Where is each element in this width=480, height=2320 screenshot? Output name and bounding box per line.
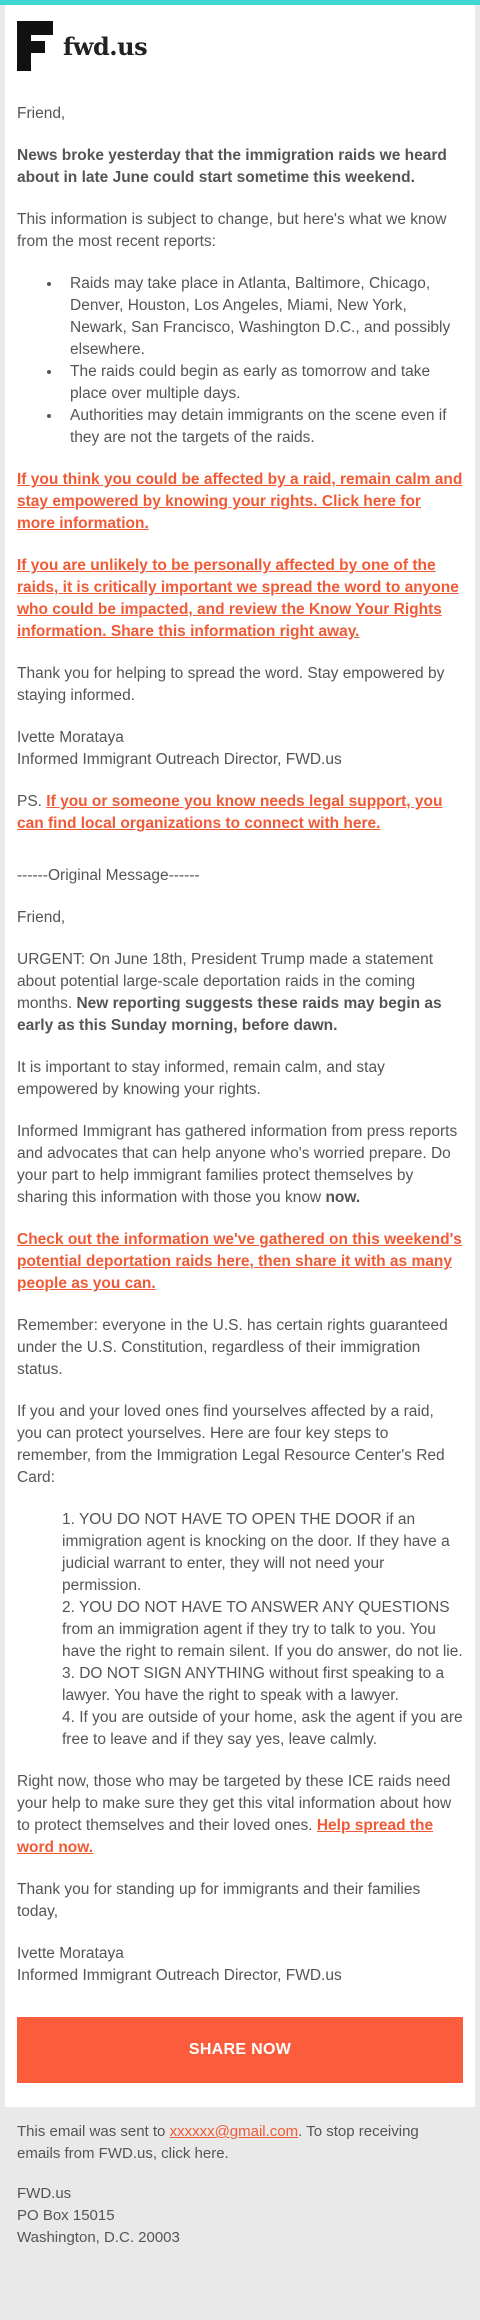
signature bbox=[17, 727, 463, 771]
help-spread-link[interactable]: Help spread the word now. bbox=[17, 1817, 434, 1856]
list-item: • The raids could begin as early as tomorrow and take place over multiple days. bbox=[62, 361, 463, 405]
ps-paragraph bbox=[17, 791, 463, 835]
unsubscribe-text[interactable]: . To stop receiving emails from FWD.us, click here. bbox=[17, 2123, 419, 2162]
list-item: 4. If you are outside of your home, ask the agent if you are free to leave and if they say yes, leave calmly. bbox=[62, 1709, 463, 1748]
know-your-rights-link[interactable]: If you think you could be affected by a raid, remain calm and stay empowered by knowing your rights. Click here for more information. bbox=[17, 471, 463, 532]
remember-paragraph: Remember: everyone in the U.S. has certain rights guaranteed under the U.S. Constitution, regardless of their immigration status. bbox=[17, 1317, 448, 1378]
footer-sent-notice bbox=[17, 2121, 463, 2165]
original-message-header: ------Original Message------ bbox=[17, 867, 200, 884]
footer-address bbox=[17, 2183, 463, 2249]
urgent-bold-text: New reporting suggests these raids may begin as early as this Sunday morning, before dawn. bbox=[17, 995, 442, 1034]
signer-title: Informed Immigrant Outreach Director, FWD.us bbox=[17, 1967, 342, 1984]
important-paragraph: It is important to stay informed, remain calm, and stay empowered by knowing your rights. bbox=[17, 1059, 385, 1098]
brand-name: fwd.us bbox=[63, 31, 148, 61]
sent-prefix: This email was sent to bbox=[17, 2123, 166, 2140]
po-box: PO Box 15015 bbox=[17, 2207, 115, 2224]
email-body bbox=[17, 103, 463, 2083]
gathered-paragraph bbox=[17, 1121, 463, 1209]
legal-support-link[interactable]: If you or someone you know needs legal support, you can find local organizations to connect with here. bbox=[17, 793, 443, 832]
city-line: Washington, D.C. 20003 bbox=[17, 2229, 180, 2246]
closing-paragraph: Thank you for standing up for immigrants and their families today, bbox=[17, 1881, 421, 1920]
lead-paragraph: News broke yesterday that the immigration raids we heard about in late June could start sometime this weekend. bbox=[17, 147, 447, 186]
share-information-link[interactable]: If you are unlikely to be personally affected by one of the raids, it is critically important we spread the word to anyone who could be impacted, and review the Know Your Rights information. Share this information right away. bbox=[17, 557, 459, 640]
urgent-paragraph bbox=[17, 949, 463, 1037]
list-item: 2. YOU DO NOT HAVE TO ANSWER ANY QUESTIONS from an immigration agent if they try to talk to you. You have the right to remain silent. If you do answer, do not lie. bbox=[62, 1599, 463, 1660]
signature-2 bbox=[17, 1943, 463, 1987]
org-name: FWD.us bbox=[17, 2185, 72, 2202]
greeting: Friend, bbox=[17, 105, 66, 122]
signer-name: Ivette Morataya bbox=[17, 729, 124, 746]
list-item: 3. DO NOT SIGN ANYTHING without first speaking to a lawyer. You have the right to speak with a lawyer. bbox=[62, 1665, 445, 1704]
rights-steps-list bbox=[17, 1509, 463, 1751]
thanks-paragraph: Thank you for helping to spread the word. Stay empowered by staying informed. bbox=[17, 665, 445, 704]
list-item: 1. YOU DO NOT HAVE TO OPEN THE DOOR if an immigration agent is knocking on the door. If they have a judicial warrant to enter, they will not need your permission. bbox=[62, 1511, 450, 1594]
right-now-text: Right now, those who may be targeted by these ICE raids need your help to make sure they get this vital information about how to protect themselves and their loved ones. bbox=[17, 1773, 452, 1834]
share-now-button[interactable]: SHARE NOW bbox=[17, 2017, 463, 2083]
list-item: • Raids may take place in Atlanta, Baltimore, Chicago, Denver, Houston, Los Angeles, Miami, New York, Newark, San Francisco, Washington D.C., and possibly elsewhere. bbox=[62, 273, 463, 361]
email-footer bbox=[5, 2107, 475, 2287]
brand-header bbox=[17, 21, 463, 71]
urgent-text: URGENT: On June 18th, President Trump made a statement about potential large-scale deportation raids in the coming months. bbox=[17, 951, 434, 1012]
report-list bbox=[17, 273, 463, 449]
right-now-paragraph bbox=[17, 1771, 463, 1859]
signer-title: Informed Immigrant Outreach Director, FWD.us bbox=[17, 751, 342, 768]
original-greeting: Friend, bbox=[17, 909, 66, 926]
signer-name: Ivette Morataya bbox=[17, 1945, 124, 1962]
ps-label: PS. bbox=[17, 793, 42, 810]
fwd-logo-icon bbox=[17, 21, 53, 71]
gathered-text: Informed Immigrant has gathered information from press reports and advocates that can help anyone who's worried prepare. Do your part to help immigrant families protect themselves by sharing this information with those you know bbox=[17, 1123, 458, 1206]
list-item: • Authorities may detain immigrants on the scene even if they are not the targets of the raids. bbox=[62, 405, 463, 449]
steps-intro-paragraph: If you and your loved ones find yourselves affected by a raid, you can protect yourselves. Here are four key steps to remember, from the Immigration Legal Resource Center's Red Card: bbox=[17, 1403, 445, 1486]
deportation-raids-info-link[interactable]: Check out the information we've gathered on this weekend's potential deportation raids here, then share it with as many people as you can. bbox=[17, 1231, 462, 1292]
email-card bbox=[5, 5, 475, 2107]
gathered-bold-text: now. bbox=[325, 1189, 361, 1206]
intro-paragraph: This information is subject to change, but here's what we know from the most recent reports: bbox=[17, 211, 447, 250]
recipient-email-link[interactable]: xxxxxx@gmail.com bbox=[169, 2123, 299, 2140]
